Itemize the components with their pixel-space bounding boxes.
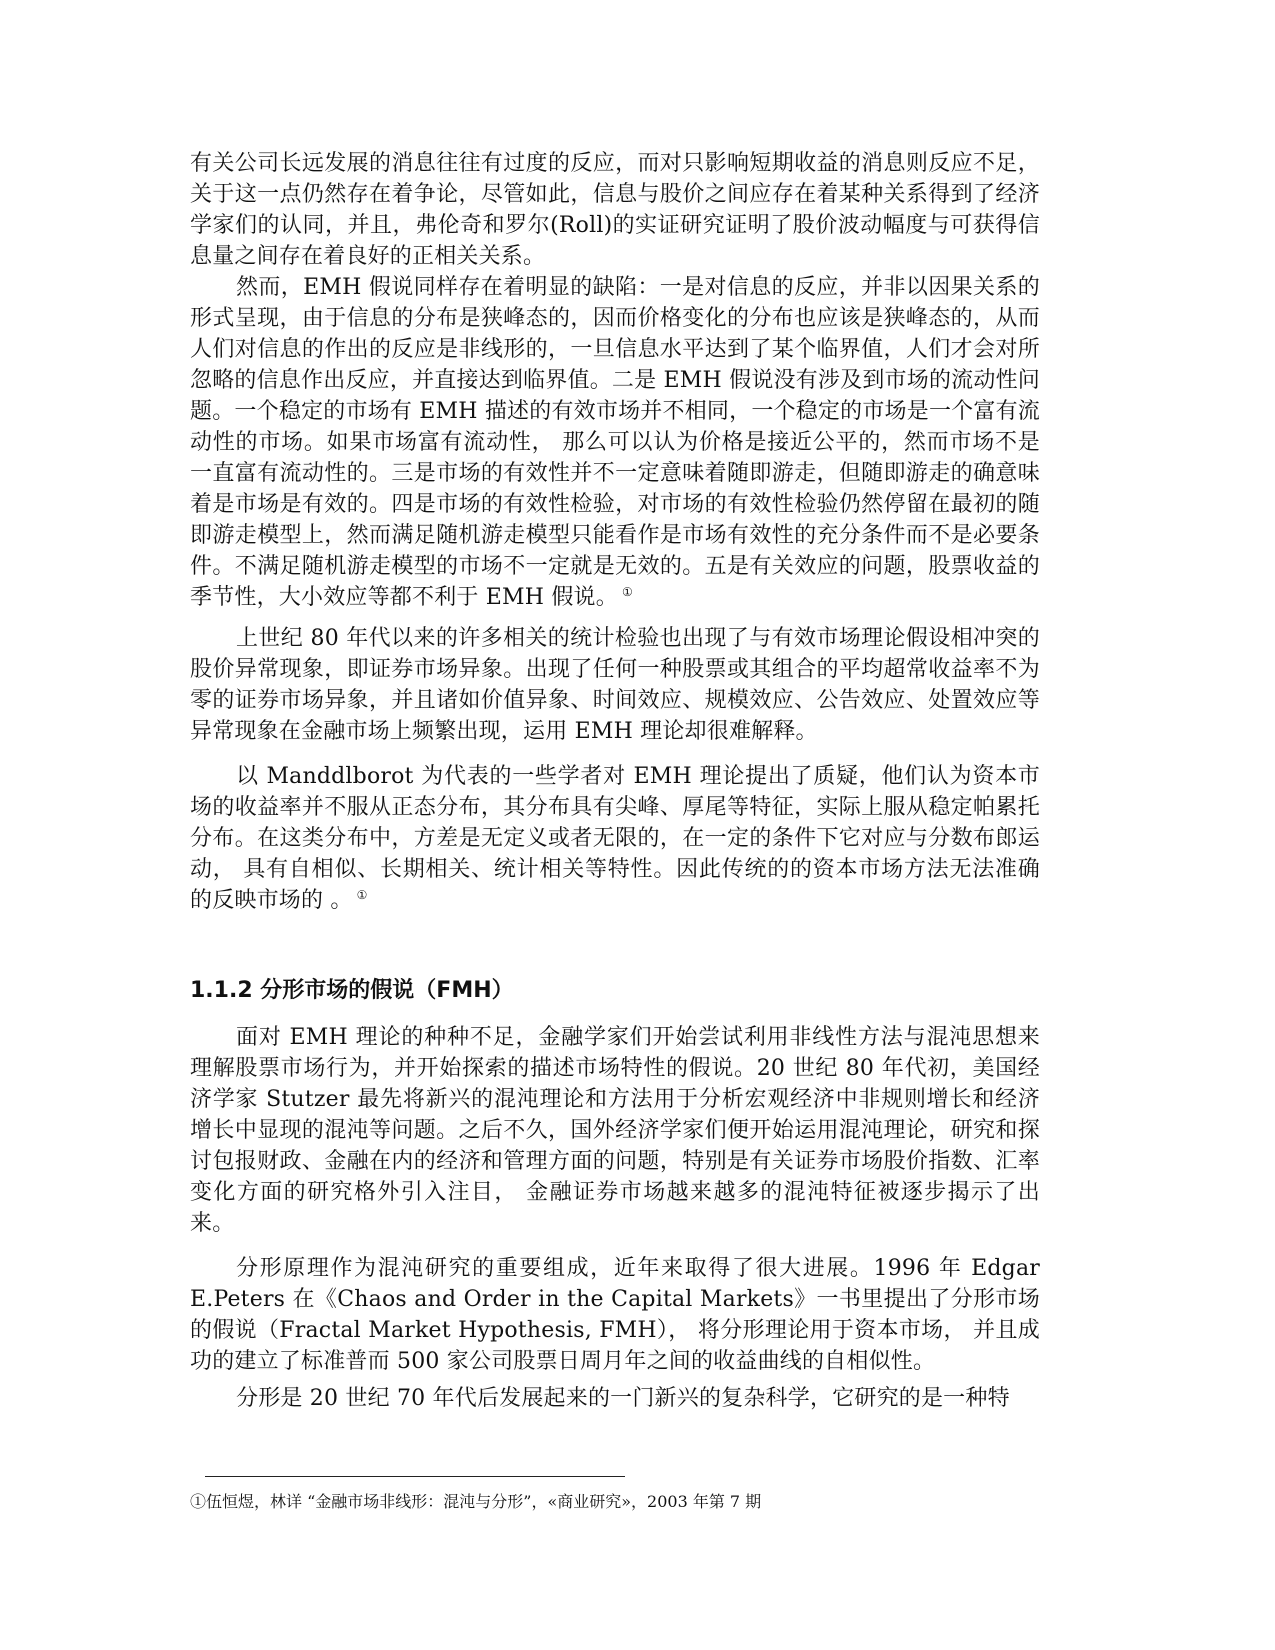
document-body [190, 148, 1040, 1414]
section-heading: 1.1.2 分形市场的假说（FMH） [190, 978, 514, 1003]
footnote [190, 1490, 761, 1514]
paragraph-1 [190, 148, 1040, 272]
paragraph-1-text: 有关公司长远发展的消息往往有过度的反应，而对只影响短期收益的消息则反应不足，关于这一点仍然存在着争论，尽管如此，信息与股价之间应存在着某种关系得到了经济学家们的认同，并且，弗伦奇和罗尔(Roll)的实证研究证明了股价波动幅度与可获得信息量之间存在着良好的正相关关系。 [190, 151, 1040, 269]
footnote-divider [205, 1476, 625, 1477]
paragraph-6-text: 分形原理作为混沌研究的重要组成，近年来取得了很大进展。1996 年 Edgar E.Peters 在《Chaos and Order in the Capital Markets》一书里提出了分形市场的假说（Fractal Market Hypothesis, FMH）， 将分形理论用于资本市场， 并且成功的建立了标准普而 500 家公司股票日周月年之间的收益曲线的自相似性。 [190, 1256, 1040, 1374]
paragraph-4-text: 以 Manddlborot 为代表的一些学者对 EMH 理论提出了质疑，他们认为资本市场的收益率并不服从正态分布，其分布具有尖峰、厚尾等特征，实际上服从稳定帕累托分布。在这类分布中，方差是无定义或者无限的，在一定的条件下它对应与分数布郎运动， 具有自相似、长期相关、统计相关等特性。因此传统的的资本市场方法无法准确的反映市场的 。 [190, 764, 1040, 913]
paragraph-3-text: 上世纪 80 年代以来的许多相关的统计检验也出现了与有效市场理论假设相冲突的股价异常现象，即证券市场异象。出现了任何一种股票或其组合的平均超常收益率不为零的证券市场异象，并且诸如价值异象、时间效应、规模效应、公告效应、处置效应等异常现象在金融市场上频繁出现，运用 EMH 理论却很难解释。 [190, 626, 1040, 744]
paragraph-5 [190, 1022, 1040, 1239]
paragraph-2-text: 然而，EMH 假说同样存在着明显的缺陷：一是对信息的反应，并非以因果关系的形式呈现，由于信息的分布是狭峰态的，因而价格变化的分布也应该是狭峰态的，从而人们对信息的作出的反应是非线形的，一旦信息水平达到了某个临界值，人们才会对所忽略的信息作出反应，并直接达到临界值。二是 EMH 假说没有涉及到市场的流动性问题。一个稳定的市场有 EMH 描述的有效市场并不相同，一个稳定的市场是一个富有流动性的市场。如果市场富有流动性， 那么可以认为价格是接近公平的，然而市场不是一直富有流动性的。三是市场的有效性并不一定意味着随即游走，但随即游走的确意味着是市场是有效的。四是市场的有效性检验，对市场的有效性检验仍然停留在最初的随即游走模型上，然而满足随机游走模型只能看作是市场有效性的充分条件而不是必要条件。不满足随机游走模型的市场不一定就是无效的。五是有关效应的问题，股票收益的季节性，大小效应等都不利于 EMH 假说。 [190, 275, 1040, 610]
paragraph-3 [190, 623, 1040, 747]
paragraph-7-text: 分形是 20 世纪 70 年代后发展起来的一门新兴的复杂科学，它研究的是一种特 [236, 1386, 1010, 1411]
footnote-mark: ① [356, 887, 368, 902]
paragraph-4 [190, 761, 1040, 916]
paragraph-7 [190, 1383, 1040, 1414]
paragraph-5-text: 面对 EMH 理论的种种不足，金融学家们开始尝试利用非线性方法与混沌思想来理解股票市场行为，并开始探索的描述市场特性的假说。20 世纪 80 年代初，美国经济学家 Stutzer 最先将新兴的混沌理论和方法用于分析宏观经济中非规则增长和经济增长中显现的混沌等问题。之后不久，国外经济学家们便开始运用混沌理论，研究和探讨包报财政、金融在内的经济和管理方面的问题，特别是有关证券市场股价指数、汇率变化方面的研究格外引入注目， 金融证券市场越来越多的混沌特征被逐步揭示了出来。 [190, 1025, 1040, 1236]
paragraph-6 [190, 1253, 1040, 1377]
paragraph-2 [190, 272, 1040, 613]
footnote-mark: ① [621, 584, 633, 599]
footnote-text: ①伍恒煜，林详 “金融市场非线形：混沌与分形”，«商业研究»，2003 年第 7 期 [190, 1492, 762, 1511]
